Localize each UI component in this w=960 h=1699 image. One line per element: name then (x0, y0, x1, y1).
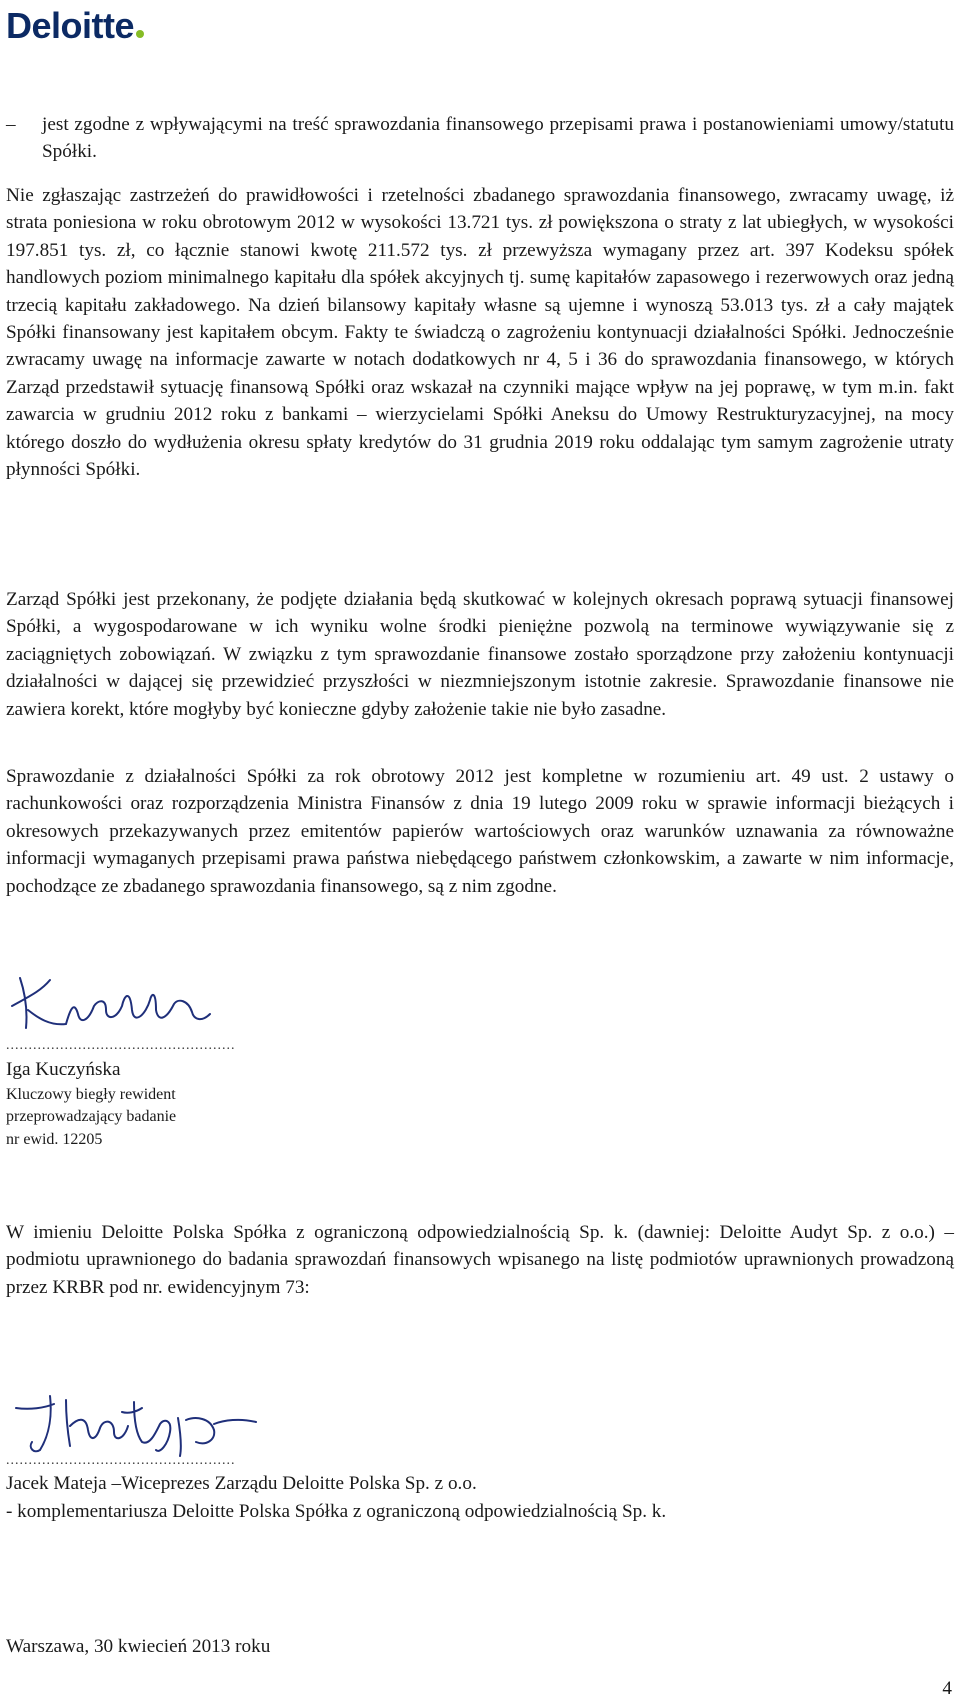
paragraph-emphasis-of-matter: Nie zgłaszając zastrzeżeń do prawidłowości i rzetelności zbadanego sprawozdania finansowego, zwracamy uwagę, iż strata poniesiona w roku obrotowym 2012 w wysokości 13.721 tys. zł powiększona o straty z lat ubiegłych, w wysokości 197.851 tys. zł, co łącznie stanowi kwotę 211.572 tys. zł przewyższa wymagany przez art. 397 Kodeksu spółek handlowych poziom minimalnego kapitału dla spółek akcyjnych tj. sumę kapitałów zapasowego i rezerwowych oraz jedną trzecią kapitału zakładowego. Na dzień bilansowy kapitały własne są ujemne i wynoszą 53.013 tys. zł a cały majątek Spółki finansowany jest kapitałem obcym. Fakty te świadczą o zagrożeniu kontynuacji działalności Spółki. Jednocześnie zwracamy uwagę na informacje zawarte w notach dodatkowych nr 4, 5 i 36 do sprawozdania finansowego, w których Zarząd przedstawił sytuację finansową Spółki oraz wskazał na czynniki mające wpływ na jej poprawę, w tym m.in. fakt zawarcia w grudniu 2012 roku z bankami – wierzycielami Spółki Aneksu do Umowy Restrukturyzacyjnej, na mocy którego doszło do wydłużenia okresu spłaty kredytów do 31 grudnia 2019 roku oddalając tym samym zagrożenie utraty płynności Spółki. (6, 185, 954, 481)
signatory-name-line: Jacek Mateja –Wiceprezes Zarządu Deloitte Polska Sp. z o.o. (6, 1473, 477, 1494)
paragraph-directors-report: Sprawozdanie z działalności Spółki za rok obrotowy 2012 jest kompletne w rozumieniu art. 49 ust. 2 ustawy o rachunkowości oraz rozporządzenia Ministra Finansów z dnia 19 lutego 2009 roku w sprawie informacji bieżących i okresowych przekazywanych przez emitentów papierów wartościowych oraz warunków uznawania za równoważne informacji wymaganych przepisami prawa państwa niebędącego państwem członkowskim, a zawarte w nim informacje, pochodzące ze zbadanego sprawozdania finansowego, są z nim zgodne. (6, 766, 954, 897)
auditor-reg-number: nr ewid. 12205 (6, 1131, 103, 1148)
logo-text: Deloitte (6, 5, 135, 46)
list-dash: – (6, 114, 16, 135)
handwritten-signature-mateja (10, 1390, 260, 1460)
auditor-role-line1: Kluczowy biegły rewident (6, 1086, 176, 1103)
paragraph-on-behalf: W imieniu Deloitte Polska Spółka z ograniczoną odpowiedzialnością Sp. k. (dawniej: Deloitte Audyt Sp. z o.o.) – podmiotu uprawnionego do badania sprawozdań finansowych wpisanego na listę podmiotów uprawnionych prowadzoną przez KRBR pod nr. ewidencyjnym 73: (6, 1222, 954, 1298)
signature-dots-2: ................................................... (6, 1453, 236, 1468)
logo-green-dot (136, 30, 144, 38)
intro-item-text: jest zgodne z wpływającymi na treść sprawozdania finansowego przepisami prawa i postanowieniami umowy/statutu Spółki. (42, 114, 954, 163)
paragraph-management-actions: Zarząd Spółki jest przekonany, że podjęte działania będą skutkować w kolejnych okresach poprawą sytuacji finansowej Spółki, a wygospodarowane w ich wyniku wolne środki pieniężne pozwolą na terminowe wywiązywanie się z zaciągniętych zobowiązań. W związku z tym sprawozdanie finansowe zostało sporządzone przy założeniu kontynuacji działalności w dającej się przewidzieć przyszłości w niezmniejszonym istotnie zakresie. Sprawozdanie finansowe nie zawiera korekt, które mogłyby być konieczne gdyby założenie takie nie było zasadne. (6, 589, 954, 720)
handwritten-signature-kuczynska (6, 970, 216, 1040)
auditor-name: Iga Kuczyńska (6, 1059, 121, 1080)
page-number: 4 (942, 1678, 952, 1699)
auditor-role-line2: przeprowadzający badanie (6, 1108, 177, 1125)
place-and-date: Warszawa, 30 kwiecień 2013 roku (6, 1636, 271, 1657)
intro-list-item (6, 111, 954, 166)
deloitte-logo (6, 4, 144, 48)
signature-dots-1: ................................................... (6, 1038, 236, 1053)
signatory-second-line: - komplementariusza Deloitte Polska Spółka z ograniczoną odpowiedzialnością Sp. k. (6, 1501, 667, 1522)
